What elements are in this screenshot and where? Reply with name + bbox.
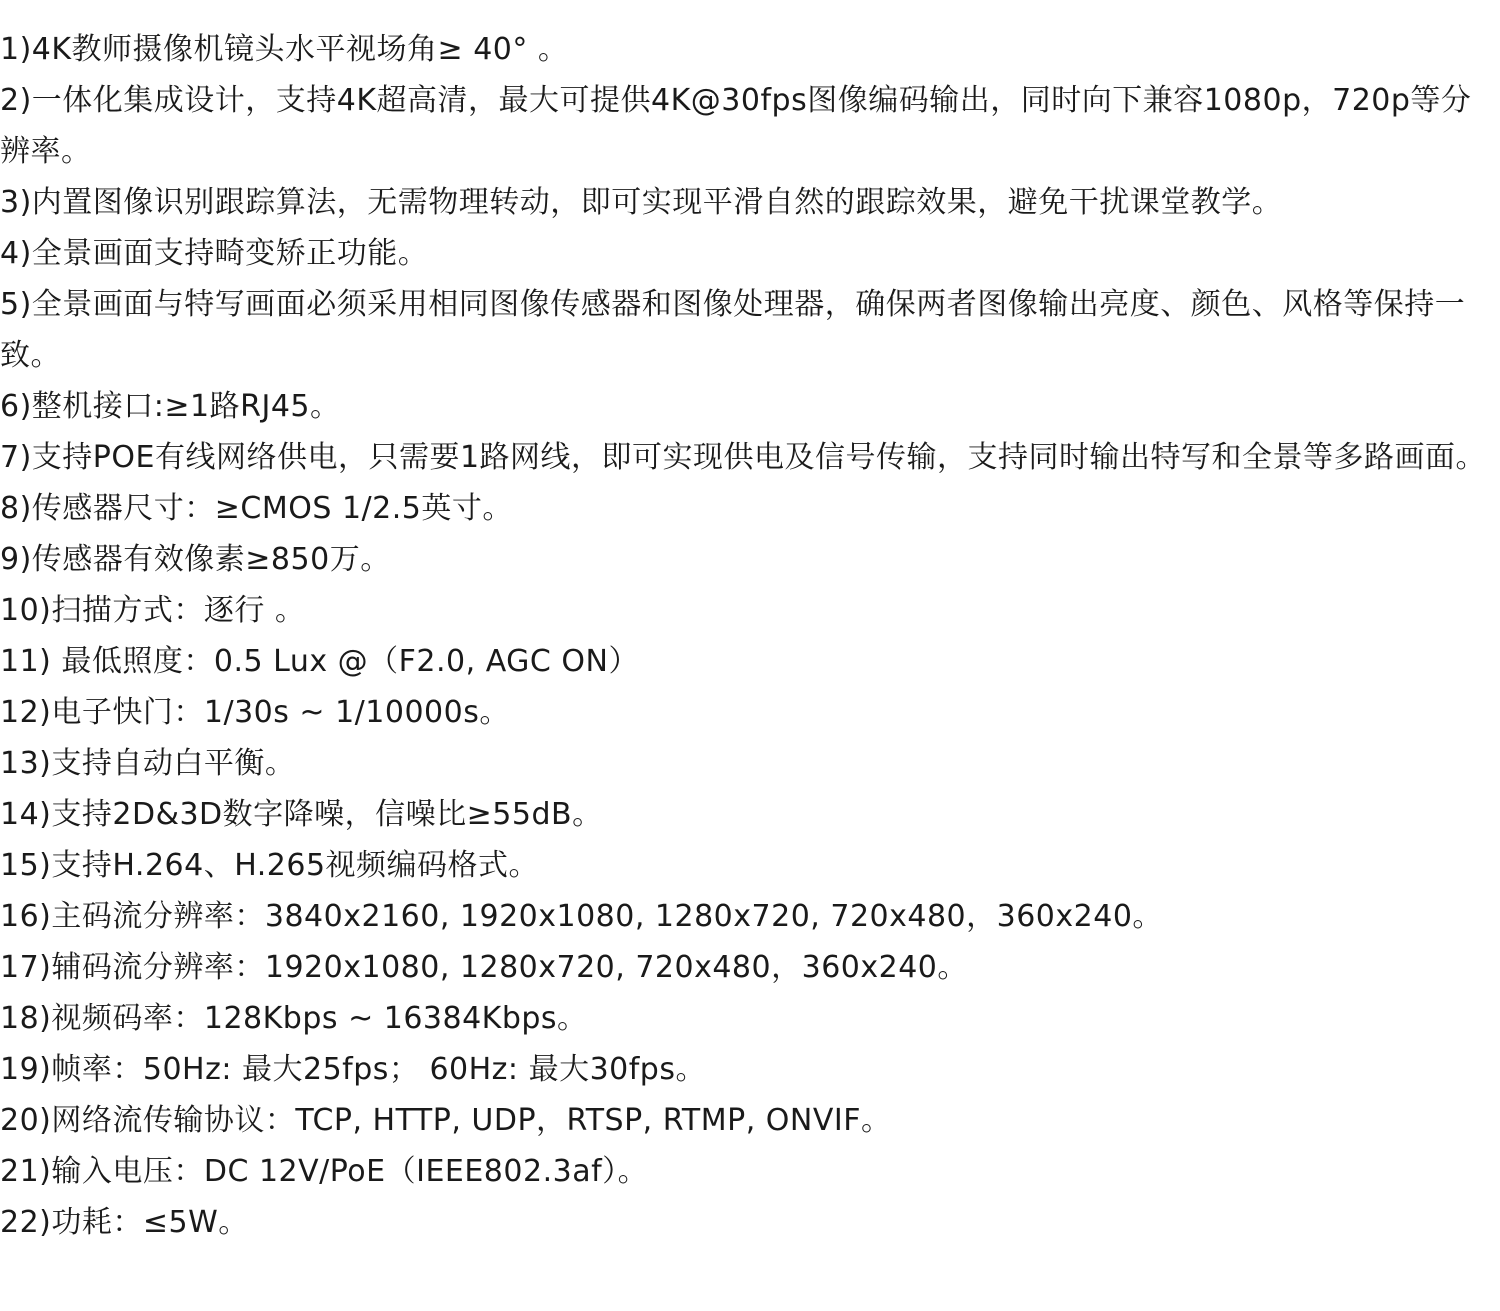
- spec-item-21: 21)输入电压：DC 12V/PoE（IEEE802.3af）。: [0, 1154, 649, 1189]
- spec-item-7: 7)支持POE有线网络供电，只需要1路网线，即可实现供电及信号传输，支持同时输出特写和全景等多路画面。: [0, 440, 1487, 475]
- spec-item-22: 22)功耗：≤5W。: [0, 1205, 249, 1240]
- spec-list: [0, 24, 1496, 1248]
- spec-item-2: 2)一体化集成设计，支持4K超高清，最大可提供4K@30fps图像编码输出，同时向下兼容1080p，720p等分辨率。: [0, 83, 1472, 169]
- spec-item-15: 15)支持H.264、H.265视频编码格式。: [0, 848, 540, 883]
- spec-item-8: 8)传感器尺寸：≥CMOS 1/2.5英寸。: [0, 491, 513, 526]
- spec-item-16: 16)主码流分辨率：3840x2160, 1920x1080, 1280x720, 720x480，360x240。: [0, 899, 1163, 934]
- spec-item-6: 6)整机接口:≥1路RJ45。: [0, 389, 341, 424]
- spec-item-12: 12)电子快门：1/30s ~ 1/10000s。: [0, 695, 510, 730]
- spec-item-5: 5)全景画面与特写画面必须采用相同图像传感器和图像处理器，确保两者图像输出亮度、颜色、风格等保持一致。: [0, 287, 1466, 373]
- spec-item-3: 3)内置图像识别跟踪算法，无需物理转动，即可实现平滑自然的跟踪效果，避免干扰课堂教学。: [0, 185, 1283, 220]
- spec-item-9: 9)传感器有效像素≥850万。: [0, 542, 391, 577]
- spec-item-14: 14)支持2D&3D数字降噪，信噪比≥55dB。: [0, 797, 603, 832]
- spec-item-20: 20)网络流传输协议：TCP, HTTP, UDP，RTSP, RTMP, ONVIF。: [0, 1103, 892, 1138]
- spec-item-10: 10)扫描方式：逐行 。: [0, 593, 306, 628]
- spec-item-18: 18)视频码率：128Kbps ~ 16384Kbps。: [0, 1001, 588, 1036]
- spec-item-19: 19)帧率：50Hz: 最大25fps； 60Hz: 最大30fps。: [0, 1052, 706, 1087]
- spec-item-17: 17)辅码流分辨率：1920x1080, 1280x720, 720x480，360x240。: [0, 950, 968, 985]
- spec-item-4: 4)全景画面支持畸变矫正功能。: [0, 236, 429, 271]
- spec-item-1: 1)4K教师摄像机镜头水平视场角≥ 40° 。: [0, 32, 569, 67]
- spec-item-11: 11) 最低照度：0.5 Lux @（F2.0, AGC ON）: [0, 644, 639, 679]
- spec-item-13: 13)支持自动白平衡。: [0, 746, 296, 781]
